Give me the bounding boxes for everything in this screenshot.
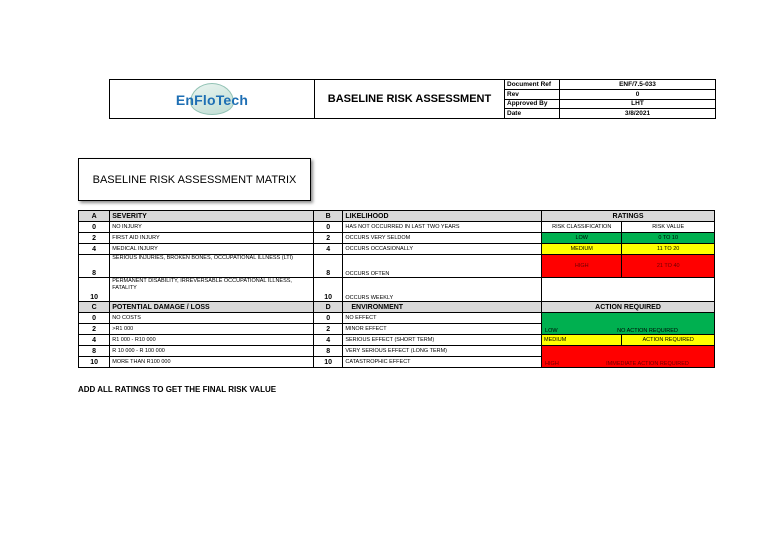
score-cell: 8	[79, 346, 110, 357]
column-code: D	[314, 302, 343, 313]
likelihood-cell: OCCURS OCCASIONALLY	[343, 244, 542, 255]
column-heading: SEVERITY	[110, 211, 314, 222]
action-level: MEDIUM	[542, 335, 622, 346]
environment-cell: SERIOUS EFFECT (SHORT TERM)	[343, 335, 542, 346]
ratings-heading: RATINGS	[542, 211, 715, 222]
likelihood-cell: OCCURS OFTEN	[343, 255, 542, 278]
likelihood-cell: OCCURS VERY SELDOM	[343, 233, 542, 244]
column-code: B	[314, 211, 343, 222]
meta-value: 0	[560, 89, 716, 99]
environment-cell: CATASTROPHIC EFFECT	[343, 357, 542, 368]
meta-value: ENF/7.5-033	[560, 80, 716, 90]
risk-value-medium: 11 TO 20	[622, 244, 715, 255]
action-text: IMMEDIATE ACTION REQUIRED	[606, 360, 689, 367]
meta-key: Approved By	[505, 99, 560, 109]
company-logo	[110, 80, 315, 119]
column-heading: LIKELIHOOD	[343, 211, 542, 222]
table-row	[79, 222, 715, 233]
score-cell: 0	[314, 313, 343, 324]
matrix-title: BASELINE RISK ASSESSMENT MATRIX	[78, 158, 311, 201]
risk-class-high: HIGH	[542, 255, 622, 278]
column-heading: ENVIRONMENT	[343, 302, 542, 313]
score-cell: 8	[314, 255, 343, 278]
score-cell: 10	[79, 278, 110, 302]
empty-cell	[542, 278, 715, 302]
score-cell: 10	[314, 278, 343, 302]
risk-matrix	[78, 210, 715, 368]
damage-cell: NO COSTS	[110, 313, 314, 324]
action-level: LOW	[545, 327, 558, 334]
score-cell: 2	[79, 233, 110, 244]
meta-key: Date	[505, 109, 560, 119]
likelihood-cell: HAS NOT OCCURRED IN LAST TWO YEARS	[343, 222, 542, 233]
table-row	[79, 278, 715, 302]
footer-note: ADD ALL RATINGS TO GET THE FINAL RISK VALUE	[78, 385, 277, 394]
severity-cell: NO INJURY	[110, 222, 314, 233]
table-row	[79, 313, 715, 324]
meta-key: Rev	[505, 89, 560, 99]
action-low	[542, 313, 715, 335]
column-code: A	[79, 211, 110, 222]
action-level: HIGH	[545, 360, 559, 367]
damage-cell: >R1 000	[110, 324, 314, 335]
matrix-header-row	[79, 302, 715, 313]
risk-class-medium: MEDIUM	[542, 244, 622, 255]
table-row	[79, 244, 715, 255]
score-cell: 2	[79, 324, 110, 335]
document-title: BASELINE RISK ASSESSMENT	[315, 80, 505, 119]
score-cell: 0	[314, 222, 343, 233]
meta-value: LHT	[560, 99, 716, 109]
environment-cell: VERY SERIOUS EFFECT (LONG TERM)	[343, 346, 542, 357]
rating-subheading: RISK VALUE	[622, 222, 715, 233]
action-text: NO ACTION REQUIRED	[617, 327, 678, 334]
table-row	[79, 255, 715, 278]
severity-cell: MEDICAL INJURY	[110, 244, 314, 255]
likelihood-cell: OCCURS WEEKLY	[343, 278, 542, 302]
action-high	[542, 346, 715, 368]
score-cell: 8	[79, 255, 110, 278]
environment-cell: NO EFFECT	[343, 313, 542, 324]
meta-key: Document Ref	[505, 80, 560, 90]
table-row	[79, 335, 715, 346]
matrix-header-row	[79, 211, 715, 222]
score-cell: 4	[79, 335, 110, 346]
severity-cell: FIRST AID INJURY	[110, 233, 314, 244]
risk-value-high: 21 TO 40	[622, 255, 715, 278]
score-cell: 0	[79, 222, 110, 233]
score-cell: 10	[79, 357, 110, 368]
environment-cell: MINOR EFFECT	[343, 324, 542, 335]
column-code: C	[79, 302, 110, 313]
score-cell: 4	[314, 244, 343, 255]
score-cell: 2	[314, 324, 343, 335]
risk-value-low: 0 TO 10	[622, 233, 715, 244]
score-cell: 8	[314, 346, 343, 357]
damage-cell: MORE THAN R100 000	[110, 357, 314, 368]
table-row	[79, 346, 715, 357]
damage-cell: R1 000 - R10 000	[110, 335, 314, 346]
score-cell: 2	[314, 233, 343, 244]
logo-text: EnFloTech	[175, 92, 249, 108]
score-cell: 4	[79, 244, 110, 255]
severity-cell: SERIOUS INJURIES, BROKEN BONES, OCCUPATIONAL ILLNESS (LTI)	[110, 255, 314, 278]
risk-class-low: LOW	[542, 233, 622, 244]
score-cell: 4	[314, 335, 343, 346]
column-heading: POTENTIAL DAMAGE / LOSS	[110, 302, 314, 313]
rating-subheading: RISK CLASSIFICATION	[542, 222, 622, 233]
damage-cell: R 10 000 - R 100 000	[110, 346, 314, 357]
action-text: ACTION REQUIRED	[622, 335, 715, 346]
score-cell: 0	[79, 313, 110, 324]
severity-cell: PERMANENT DISABILITY, IRREVERSABLE OCCUPATIONAL ILLNESS, FATALITY	[110, 278, 314, 302]
table-row	[79, 233, 715, 244]
action-heading: ACTION REQUIRED	[542, 302, 715, 313]
document-header	[109, 79, 716, 119]
score-cell: 10	[314, 357, 343, 368]
meta-value: 3/8/2021	[560, 109, 716, 119]
